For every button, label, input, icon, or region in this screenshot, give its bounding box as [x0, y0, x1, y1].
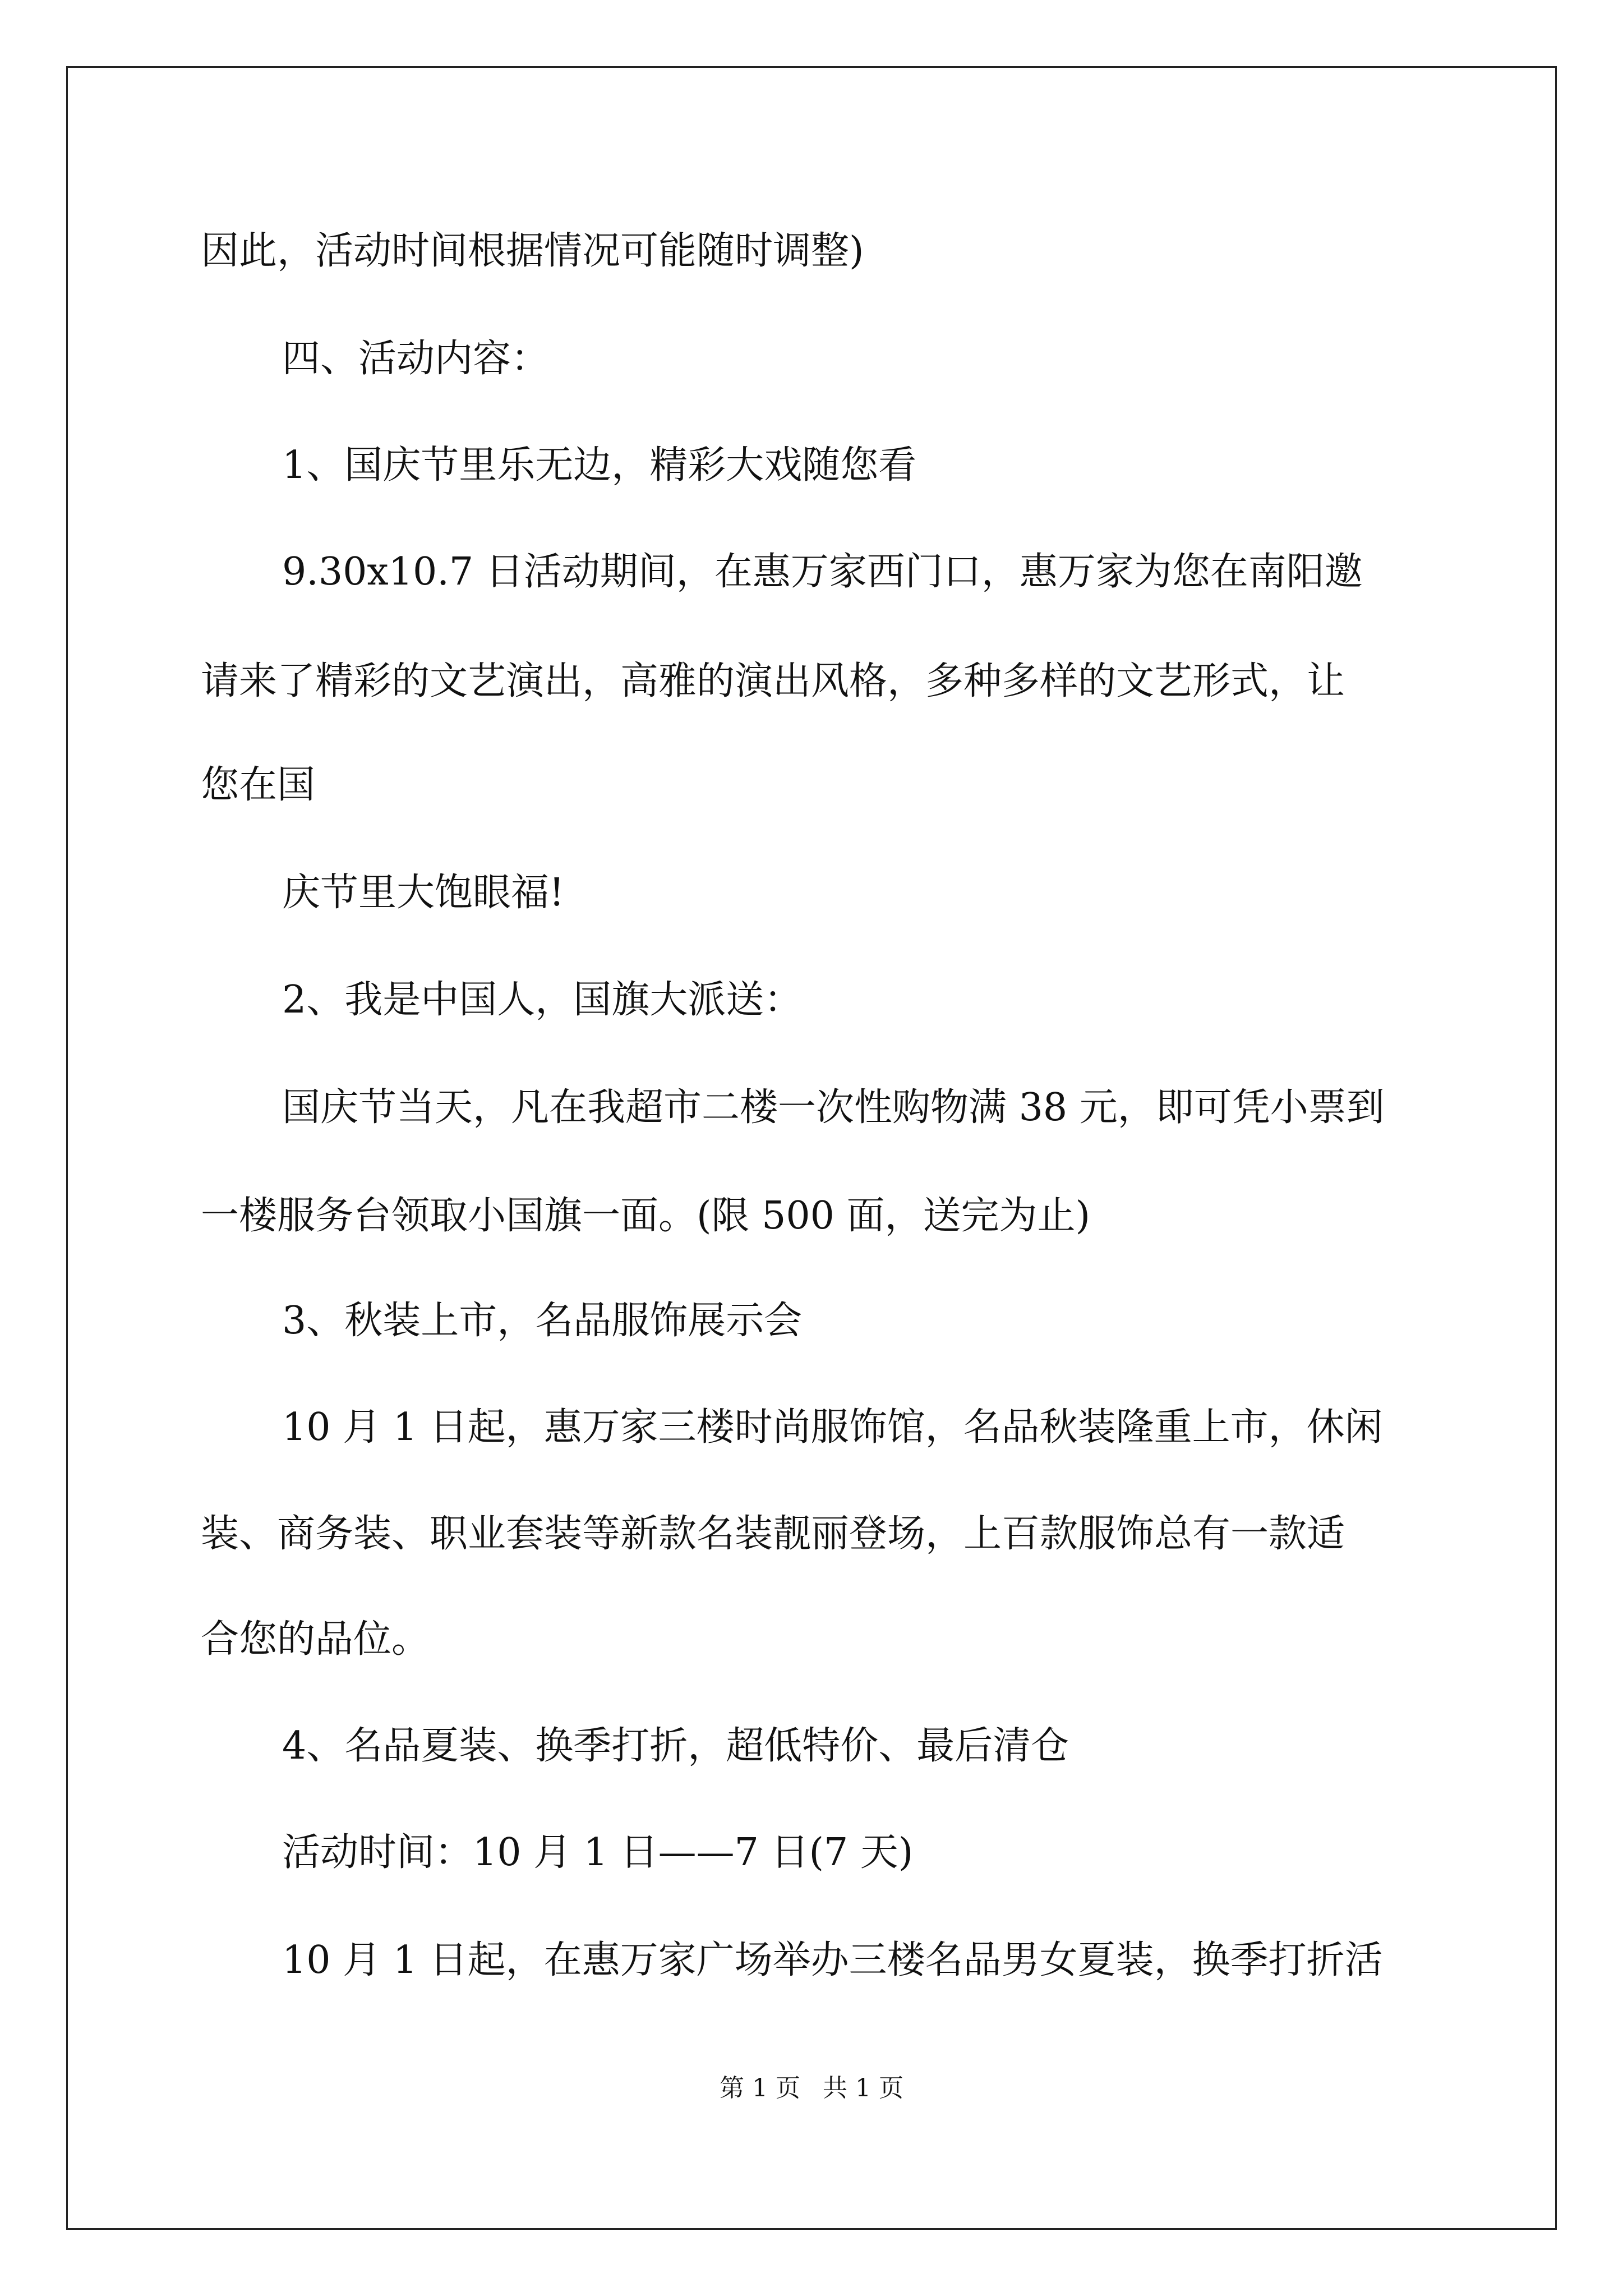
page-footer	[0, 2073, 1623, 2104]
paragraph-line: 10 月 1 日起，惠万家三楼时尚服饰馆，名品秋装隆重上市，休闲	[282, 1405, 1383, 1450]
paragraph-line: 因此，活动时间根据情况可能随时调整)	[201, 229, 864, 273]
paragraph-line: 庆节里大饱眼福!	[282, 871, 565, 915]
paragraph-line: 请来了精彩的文艺演出，高雅的演出风格，多种多样的文艺形式，让	[201, 659, 1345, 703]
item-heading: 2、我是中国人，国旗大派送：	[282, 978, 803, 1022]
paragraph-line: 国庆节当天，凡在我超市二楼一次性购物满 38 元，即可凭小票到	[282, 1085, 1385, 1130]
section-heading: 四、活动内容：	[282, 337, 550, 381]
item-heading: 3、秋装上市，名品服饰展示会	[282, 1299, 803, 1343]
paragraph-line: 9.30x10.7 日活动期间，在惠万家西门口，惠万家为您在南阳邀	[282, 550, 1363, 594]
paragraph-line: 合您的品位。	[201, 1617, 430, 1662]
item-heading: 1、国庆节里乐无边，精彩大戏随您看	[282, 443, 917, 487]
item-heading: 4、名品夏装、换季打折，超低特价、最后清仓	[282, 1724, 1069, 1768]
paragraph-line: 10 月 1 日起，在惠万家广场举办三楼名品男女夏装，换季打折活	[282, 1938, 1383, 1982]
paragraph-line: 装、商务装、职业套装等新款名装靓丽登场，上百款服饰总有一款适	[201, 1512, 1345, 1556]
paragraph-line: 一楼服务台领取小国旗一面。(限 500 面，送完为止)	[201, 1194, 1091, 1238]
page-number: 第 1 页	[720, 2074, 800, 2102]
paragraph-line: 活动时间：10 月 1 日——7 日(7 天)	[282, 1830, 914, 1875]
paragraph-line: 您在国	[201, 763, 316, 807]
page-border	[66, 66, 1557, 2230]
page-total: 共 1 页	[823, 2074, 903, 2102]
